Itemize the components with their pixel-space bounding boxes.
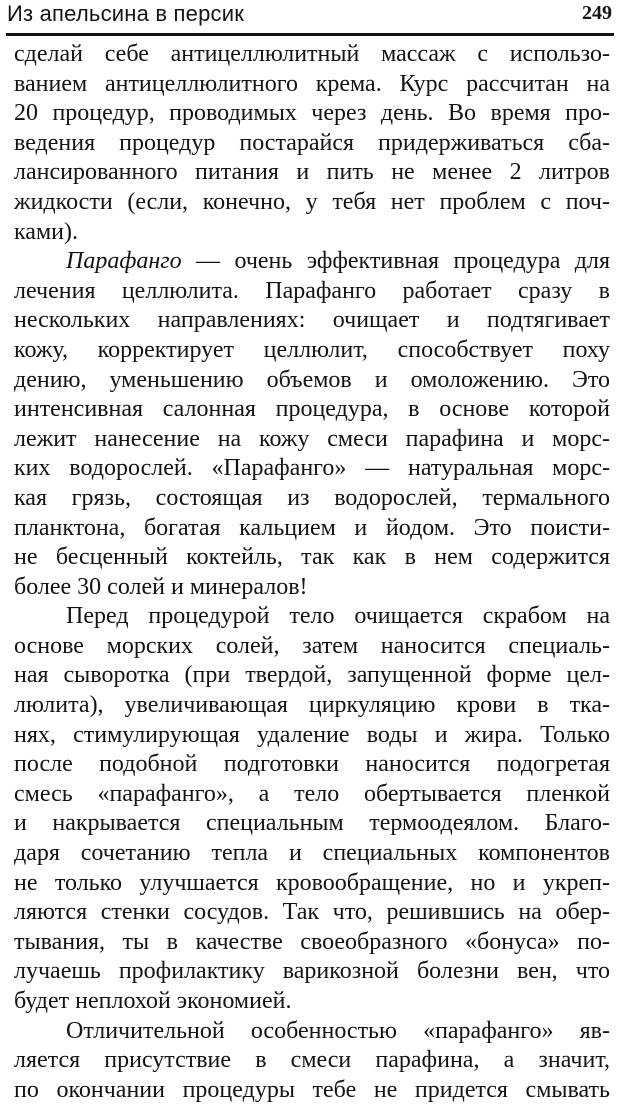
paragraph-massage (14, 40, 610, 247)
text-line: тывания, ты в качестве своеобразного «бонуса» по- (14, 928, 610, 955)
header-rule (6, 33, 614, 36)
text-line: ведения процедур постарайся придерживаться сба- (14, 129, 610, 156)
text-line: люлита), увеличивающая циркуляцию крови в тка- (14, 692, 610, 719)
body-text (14, 40, 610, 1105)
text-line: Отличительной особенностью «парафанго» яв- (66, 1017, 610, 1044)
paragraph-parafango (14, 247, 610, 602)
text-line: основе морских солей, затем наносится специаль- (14, 632, 610, 659)
paragraph-distinction (14, 1017, 610, 1105)
text-line: лежит нанесение на кожу смеси парафина и морс- (14, 425, 610, 452)
text-line: кая грязь, состоящая из водорослей, термального (14, 484, 610, 511)
text-line: ляется присутствие в смеси парафина, а значит, (14, 1047, 610, 1074)
text-line: не бесценный коктейль, так как в нем содержится (14, 544, 610, 571)
text-line: планктона, богатая кальцием и йодом. Это поисти- (14, 514, 610, 541)
text-line: жидкости (если, конечно, у тебя нет проблем с поч- (14, 188, 610, 215)
text-line: интенсивная салонная процедура, в основе которой (14, 396, 610, 423)
running-head (7, 0, 612, 32)
text-line: даря сочетанию тепла и специальных компонентов (14, 840, 610, 867)
text-line: Перед процедурой тело очищается скрабом на (66, 603, 610, 630)
text-line: нескольких направлениях: очищает и подтягивает (14, 307, 610, 334)
text-line: ная сыворотка (при твердой, запущенной форме цел- (14, 662, 610, 689)
text-line: кожу, корректирует целлюлит, способствует поху (14, 336, 610, 363)
text-line: ляются стенки сосудов. Так что, решившись на обер- (14, 899, 610, 926)
text-line: будет неплохой экономией. (14, 988, 292, 1014)
page-number: 249 (582, 2, 612, 24)
text-line: ками). (14, 218, 78, 245)
term-parafango: Парафанго (66, 248, 182, 275)
lead-rest: — очень эффективная процедура для (181, 248, 610, 275)
running-title: Из апельсина в персик (7, 1, 245, 26)
text-line: лансированного питания и пить не менее 2 литров (14, 159, 610, 186)
text-line: и накрывается специальным термоодеялом. Благо- (14, 810, 610, 837)
text-line: по окончании процедуры тебе не придется смывать (14, 1076, 610, 1103)
text-line: нях, стимулирующая удаление воды и жира. Только (14, 721, 610, 748)
text-line: не только улучшается кровообращение, но и укреп- (14, 869, 610, 896)
text-line-lead (14, 247, 610, 277)
text-line: сделай себе антицеллюлитный массаж с использо- (14, 41, 610, 67)
text-line: смесь «парафанго», а тело обертывается пленкой (14, 780, 610, 807)
text-line: ких водорослей. «Парафанго» — натуральная морс- (14, 455, 610, 482)
text-line: ванием антицеллюлитного крема. Курс рассчитан на (14, 70, 610, 97)
paragraph-procedure (14, 602, 610, 1016)
text-line: лечения целлюлита. Парафанго работает сразу в (14, 277, 610, 304)
text-line: лучаешь профилактику варикозной болезни вен, что (14, 958, 610, 985)
text-line: более 30 солей и минералов! (14, 573, 308, 600)
text-line: после подобной подготовки наносится подогретая (14, 751, 610, 778)
text-line: 20 процедур, проводимых через день. Во время про- (14, 100, 610, 127)
text-line: дению, уменьшению объемов и омоложению. Это (14, 366, 610, 393)
